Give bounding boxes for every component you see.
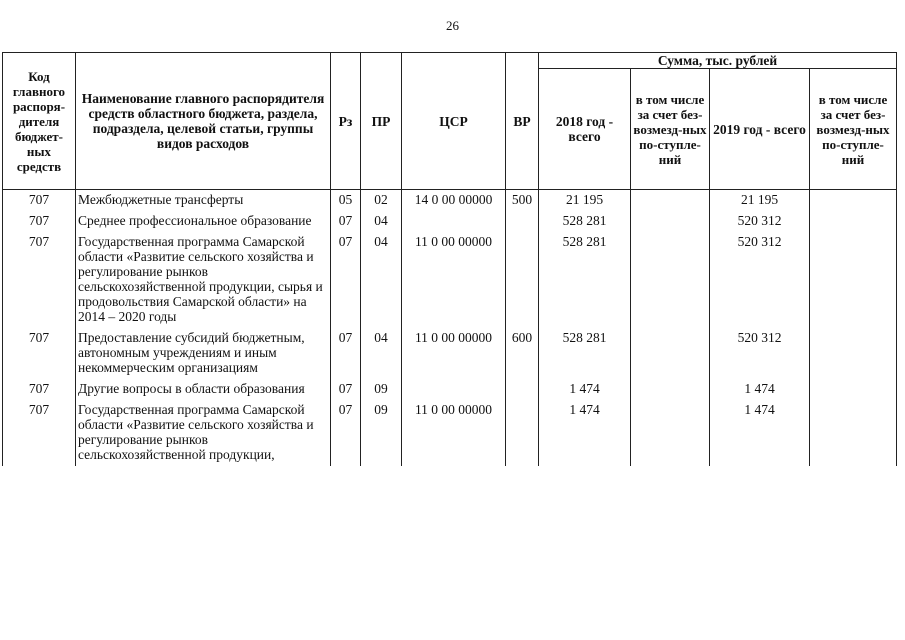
cell-vr bbox=[506, 379, 539, 400]
cell-2018-free bbox=[631, 190, 710, 212]
cell-vr bbox=[506, 211, 539, 232]
cell-pr: 04 bbox=[361, 328, 402, 379]
cell-pr: 04 bbox=[361, 211, 402, 232]
cell-2019-free bbox=[810, 400, 897, 466]
cell-2019-total: 520 312 bbox=[710, 328, 810, 379]
cell-name: Предоставление субсидий бюджетным, автономным учреждениям и иным некоммерческим организациям bbox=[76, 328, 331, 379]
cell-name: Государственная программа Самарской области «Развитие сельского хозяйства и регулирование рынков сельскохозяйственной продукции, сырья и продовольствия Самарской области» на 2014 – 2020 годы bbox=[76, 232, 331, 328]
header-vr: ВР bbox=[506, 53, 539, 190]
cell-csr: 11 0 00 00000 bbox=[402, 232, 506, 328]
cell-vr bbox=[506, 400, 539, 466]
header-pr: ПР bbox=[361, 53, 402, 190]
table-body bbox=[3, 190, 897, 467]
cell-code: 707 bbox=[3, 190, 76, 212]
cell-pr: 02 bbox=[361, 190, 402, 212]
cell-2019-total: 1 474 bbox=[710, 379, 810, 400]
cell-code: 707 bbox=[3, 379, 76, 400]
cell-2019-free bbox=[810, 211, 897, 232]
cell-rz: 07 bbox=[331, 379, 361, 400]
table-row bbox=[3, 379, 897, 400]
cell-2018-free bbox=[631, 328, 710, 379]
cell-code: 707 bbox=[3, 328, 76, 379]
table-row bbox=[3, 232, 897, 328]
page-number: 26 bbox=[446, 18, 459, 33]
header-rz: Рз bbox=[331, 53, 361, 190]
cell-2018-free bbox=[631, 400, 710, 466]
header-2018-free: в том числе за счет без-возмезд-ных по-ступле-ний bbox=[631, 69, 710, 190]
cell-name: Межбюджетные трансферты bbox=[76, 190, 331, 212]
header-2019-total: 2019 год - всего bbox=[710, 69, 810, 190]
cell-2019-free bbox=[810, 328, 897, 379]
cell-csr bbox=[402, 379, 506, 400]
cell-name: Среднее профессиональное образование bbox=[76, 211, 331, 232]
header-code: Код главного распоря-дителя бюджет-ных средств bbox=[3, 53, 76, 190]
cell-rz: 07 bbox=[331, 211, 361, 232]
header-sum: Сумма, тыс. рублей bbox=[539, 53, 897, 69]
cell-code: 707 bbox=[3, 232, 76, 328]
cell-code: 707 bbox=[3, 211, 76, 232]
cell-2018-total: 528 281 bbox=[539, 232, 631, 328]
cell-vr: 500 bbox=[506, 190, 539, 212]
cell-rz: 05 bbox=[331, 190, 361, 212]
cell-rz: 07 bbox=[331, 328, 361, 379]
cell-2018-total: 21 195 bbox=[539, 190, 631, 212]
cell-csr bbox=[402, 211, 506, 232]
cell-name: Другие вопросы в области образования bbox=[76, 379, 331, 400]
cell-2019-total: 520 312 bbox=[710, 232, 810, 328]
cell-csr: 14 0 00 00000 bbox=[402, 190, 506, 212]
cell-2019-free bbox=[810, 379, 897, 400]
cell-rz: 07 bbox=[331, 232, 361, 328]
cell-2019-free bbox=[810, 190, 897, 212]
table-row bbox=[3, 400, 897, 466]
cell-2018-total: 528 281 bbox=[539, 328, 631, 379]
header-csr: ЦСР bbox=[402, 53, 506, 190]
cell-2018-total: 1 474 bbox=[539, 379, 631, 400]
cell-2019-free bbox=[810, 232, 897, 328]
cell-code: 707 bbox=[3, 400, 76, 466]
cell-csr: 11 0 00 00000 bbox=[402, 328, 506, 379]
header-2019-free: в том числе за счет без-возмезд-ных по-ступле-ний bbox=[810, 69, 897, 190]
cell-vr bbox=[506, 232, 539, 328]
table-row bbox=[3, 211, 897, 232]
cell-rz: 07 bbox=[331, 400, 361, 466]
table-row bbox=[3, 190, 897, 212]
header-2018-total: 2018 год - всего bbox=[539, 69, 631, 190]
cell-name: Государственная программа Самарской области «Развитие сельского хозяйства и регулирование рынков сельскохозяйственной продукции, bbox=[76, 400, 331, 466]
cell-2019-total: 520 312 bbox=[710, 211, 810, 232]
table-row bbox=[3, 328, 897, 379]
cell-pr: 04 bbox=[361, 232, 402, 328]
cell-pr: 09 bbox=[361, 400, 402, 466]
cell-2018-free bbox=[631, 379, 710, 400]
cell-2019-total: 1 474 bbox=[710, 400, 810, 466]
cell-2018-total: 528 281 bbox=[539, 211, 631, 232]
cell-csr: 11 0 00 00000 bbox=[402, 400, 506, 466]
budget-table bbox=[2, 52, 897, 466]
cell-2018-total: 1 474 bbox=[539, 400, 631, 466]
header-name: Наименование главного распорядителя средств областного бюджета, раздела, подраздела, целевой статьи, группы видов расходов bbox=[76, 53, 331, 190]
cell-2018-free bbox=[631, 211, 710, 232]
cell-2019-total: 21 195 bbox=[710, 190, 810, 212]
cell-vr: 600 bbox=[506, 328, 539, 379]
cell-pr: 09 bbox=[361, 379, 402, 400]
cell-2018-free bbox=[631, 232, 710, 328]
